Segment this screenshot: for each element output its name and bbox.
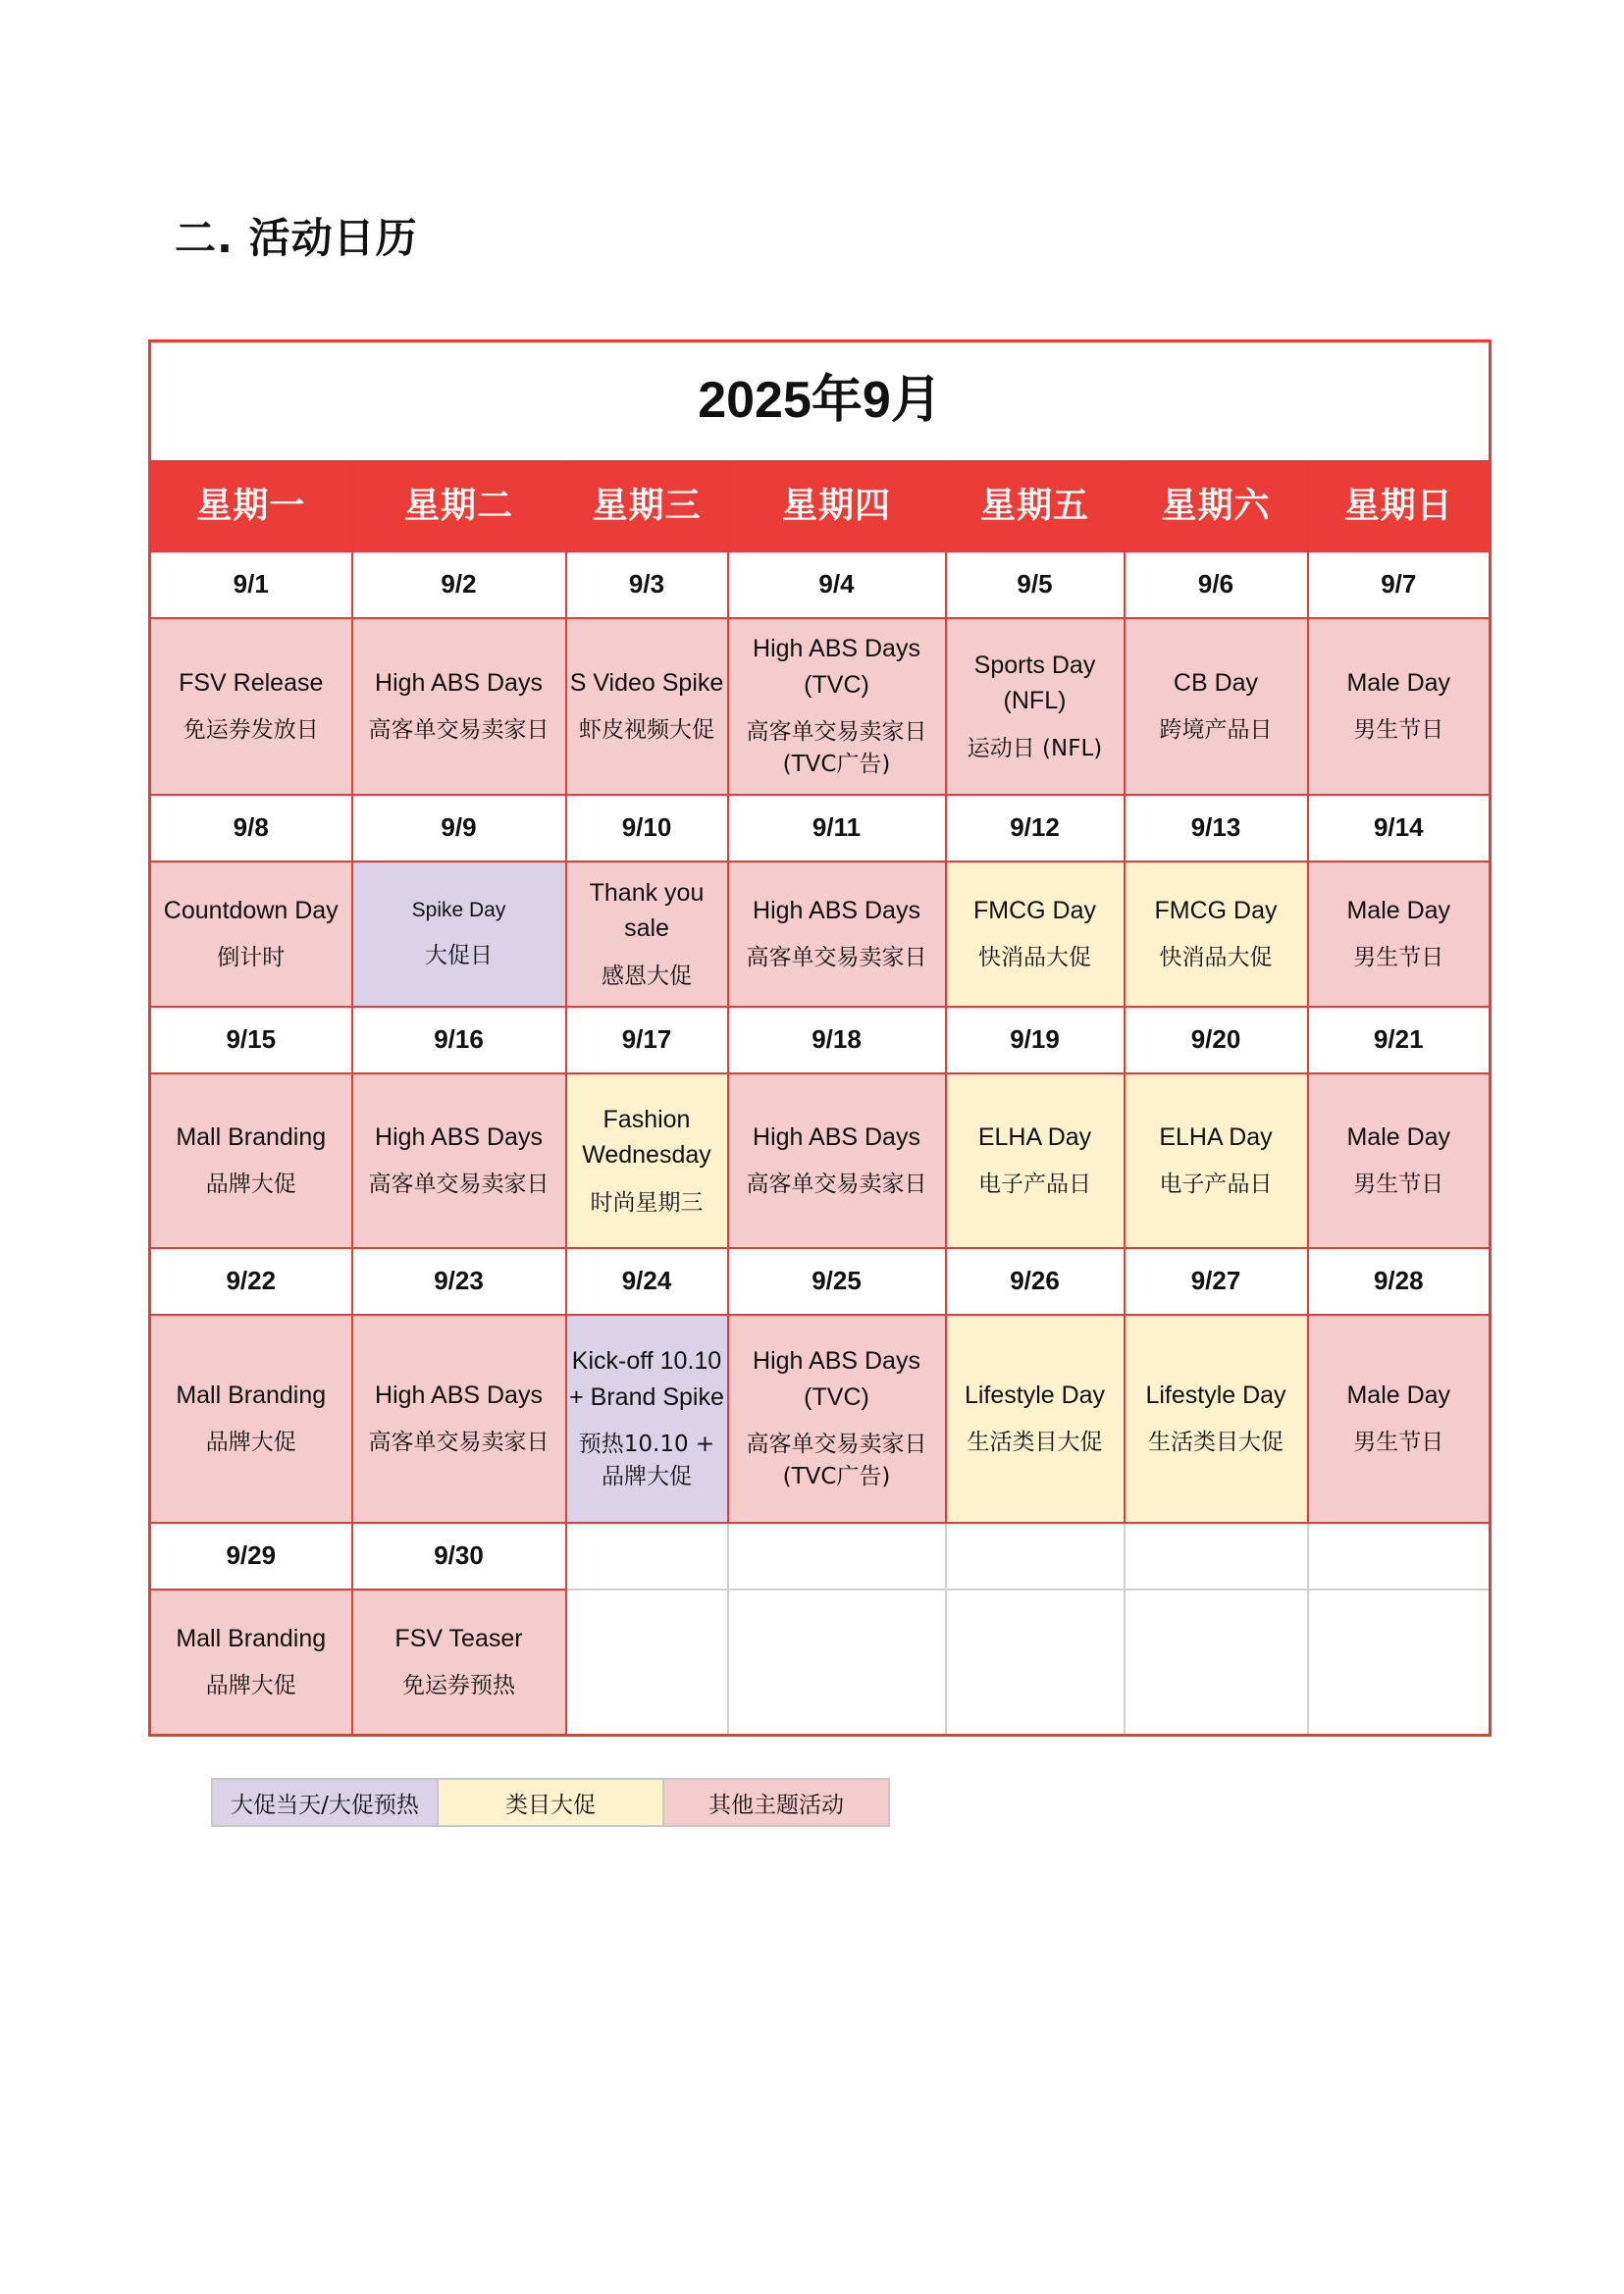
event-title-en: Fashion Wednesday	[582, 1106, 711, 1170]
event-title-en: FMCG Day	[1154, 897, 1278, 925]
event-title-en: High ABS Days	[753, 1123, 920, 1152]
event-title-en: High ABS Days	[753, 897, 920, 925]
date-cell: 9/20	[1125, 1007, 1308, 1073]
event-cell	[150, 1315, 352, 1523]
event-title-en: Countdown Day	[163, 897, 339, 925]
weekday-header: 星期六	[1125, 461, 1308, 551]
event-title-en: Male Day	[1346, 1382, 1451, 1410]
event-row	[150, 861, 1491, 1007]
event-cell	[352, 1073, 566, 1248]
date-cell	[1308, 1523, 1491, 1590]
event-cell	[1308, 1590, 1491, 1736]
date-cell: 9/25	[728, 1248, 946, 1315]
legend-item: 大促当天/大促预热	[213, 1780, 439, 1825]
event-title-en: Male Day	[1346, 897, 1451, 925]
date-cell: 9/1	[150, 551, 352, 618]
event-cell	[352, 618, 566, 795]
legend-item: 类目大促	[439, 1780, 664, 1825]
event-title-cn: 快消品大促	[978, 945, 1091, 971]
section-title: 二. 活动日历	[175, 214, 418, 262]
date-cell: 9/26	[946, 1248, 1125, 1315]
event-title-cn: 倒计时	[217, 945, 286, 971]
event-title-en: Thank you sale	[589, 879, 705, 943]
event-cell	[150, 861, 352, 1007]
date-cell: 9/14	[1308, 795, 1491, 861]
event-cell	[150, 618, 352, 795]
event-title-cn: 高客单交易卖家日	[746, 1172, 927, 1198]
event-title-en: High ABS Days	[375, 669, 543, 698]
event-cell	[150, 1590, 352, 1736]
event-cell	[566, 1590, 728, 1736]
date-cell: 9/24	[566, 1248, 728, 1315]
event-cell	[352, 1590, 566, 1736]
date-cell	[1125, 1523, 1308, 1590]
date-cell: 9/21	[1308, 1007, 1491, 1073]
event-cell	[728, 1073, 946, 1248]
event-cell	[352, 1315, 566, 1523]
weekday-header: 星期日	[1308, 461, 1491, 551]
event-cell	[946, 1073, 1125, 1248]
calendar	[148, 339, 1489, 1737]
date-cell: 9/22	[150, 1248, 352, 1315]
event-title-en: FSV Teaser	[394, 1625, 523, 1653]
event-title-cn: 免运券预热	[402, 1673, 515, 1699]
date-cell: 9/15	[150, 1007, 352, 1073]
event-title-en: High ABS Days (TVC)	[753, 1347, 920, 1411]
date-cell: 9/6	[1125, 551, 1308, 618]
date-row	[150, 1523, 1491, 1590]
date-cell: 9/17	[566, 1007, 728, 1073]
event-cell	[566, 1073, 728, 1248]
event-title-en: Male Day	[1346, 669, 1451, 698]
event-cell	[150, 1073, 352, 1248]
event-title-cn: 时尚星期三	[590, 1189, 704, 1216]
date-cell	[566, 1523, 728, 1590]
event-row	[150, 1315, 1491, 1523]
weekday-header: 星期一	[150, 461, 352, 551]
event-cell	[1125, 618, 1308, 795]
event-title-en: Kick-off 10.10 + Brand Spike	[569, 1347, 724, 1411]
event-cell	[1308, 861, 1491, 1007]
date-cell: 9/9	[352, 795, 566, 861]
event-cell	[566, 618, 728, 795]
event-row	[150, 1590, 1491, 1736]
event-cell	[1308, 1315, 1491, 1523]
event-title-en: Spike Day	[411, 899, 506, 922]
event-title-en: FMCG Day	[973, 897, 1096, 925]
event-title-cn: 高客单交易卖家日 (TVC广告)	[746, 1431, 927, 1490]
event-title-cn: 跨境产品日	[1159, 717, 1273, 744]
event-title-cn: 高客单交易卖家日	[368, 1172, 550, 1198]
date-cell: 9/11	[728, 795, 946, 861]
event-cell	[946, 1590, 1125, 1736]
event-cell	[728, 1590, 946, 1736]
event-row	[150, 618, 1491, 795]
weekday-header: 星期四	[728, 461, 946, 551]
date-cell: 9/28	[1308, 1248, 1491, 1315]
event-cell	[566, 1315, 728, 1523]
weekday-header: 星期三	[566, 461, 728, 551]
date-row	[150, 795, 1491, 861]
date-cell: 9/5	[946, 551, 1125, 618]
weekday-header-row	[150, 461, 1491, 551]
event-title-cn: 高客单交易卖家日	[368, 1430, 550, 1456]
event-cell	[728, 618, 946, 795]
event-title-cn: 品牌大促	[205, 1172, 296, 1198]
date-row	[150, 1248, 1491, 1315]
event-row	[150, 1073, 1491, 1248]
event-cell	[946, 618, 1125, 795]
event-title-cn: 品牌大促	[205, 1673, 296, 1699]
date-cell	[946, 1523, 1125, 1590]
event-title-cn: 电子产品日	[978, 1172, 1091, 1198]
date-cell	[728, 1523, 946, 1590]
event-title-en: High ABS Days	[375, 1123, 543, 1152]
event-title-en: Mall Branding	[176, 1382, 327, 1410]
date-cell: 9/18	[728, 1007, 946, 1073]
event-cell	[946, 1315, 1125, 1523]
event-title-cn: 男生节日	[1353, 717, 1444, 744]
event-title-cn: 大促日	[425, 942, 493, 968]
event-title-cn: 男生节日	[1353, 945, 1444, 971]
date-cell: 9/30	[352, 1523, 566, 1590]
date-cell: 9/16	[352, 1007, 566, 1073]
date-cell: 9/29	[150, 1523, 352, 1590]
legend-item: 其他主题活动	[664, 1780, 888, 1825]
event-title-en: Male Day	[1346, 1123, 1451, 1152]
event-cell	[728, 861, 946, 1007]
event-title-cn: 生活类目大促	[967, 1430, 1103, 1456]
date-cell: 9/2	[352, 551, 566, 618]
month-title: 2025年9月	[150, 341, 1491, 462]
event-cell	[1308, 618, 1491, 795]
date-cell: 9/8	[150, 795, 352, 861]
event-title-en: Mall Branding	[176, 1123, 327, 1152]
event-title-en: FSV Release	[179, 669, 324, 698]
event-title-cn: 高客单交易卖家日	[368, 717, 550, 744]
weekday-header: 星期二	[352, 461, 566, 551]
event-title-en: ELHA Day	[1159, 1123, 1273, 1152]
event-title-en: Sports Day (NFL)	[973, 652, 1096, 715]
event-cell	[566, 861, 728, 1007]
calendar-table	[148, 339, 1492, 1737]
date-cell: 9/7	[1308, 551, 1491, 618]
date-cell: 9/3	[566, 551, 728, 618]
date-cell: 9/13	[1125, 795, 1308, 861]
event-title-en: Lifestyle Day	[964, 1382, 1106, 1410]
event-title-cn: 高客单交易卖家日 (TVC广告)	[746, 718, 927, 778]
event-title-cn: 品牌大促	[205, 1430, 296, 1456]
date-row	[150, 1007, 1491, 1073]
event-title-cn: 生活类目大促	[1148, 1430, 1283, 1456]
event-title-cn: 感恩大促	[602, 963, 692, 989]
date-cell: 9/19	[946, 1007, 1125, 1073]
date-cell: 9/10	[566, 795, 728, 861]
event-cell	[352, 861, 566, 1007]
event-title-en: High ABS Days	[375, 1382, 543, 1410]
event-cell	[1125, 1315, 1308, 1523]
event-cell	[1125, 1073, 1308, 1248]
date-cell: 9/12	[946, 795, 1125, 861]
event-title-cn: 虾皮视频大促	[579, 717, 714, 744]
date-row	[150, 551, 1491, 618]
event-cell	[946, 861, 1125, 1007]
date-cell: 9/4	[728, 551, 946, 618]
event-title-cn: 运动日 (NFL)	[967, 735, 1103, 761]
event-cell	[1125, 1590, 1308, 1736]
event-title-en: Lifestyle Day	[1145, 1382, 1286, 1410]
event-cell	[1125, 861, 1308, 1007]
date-cell: 9/23	[352, 1248, 566, 1315]
event-title-en: S Video Spike	[569, 669, 724, 698]
legend	[211, 1778, 890, 1827]
event-cell	[728, 1315, 946, 1523]
event-title-cn: 电子产品日	[1159, 1172, 1273, 1198]
event-title-cn: 高客单交易卖家日	[746, 945, 927, 971]
event-title-cn: 快消品大促	[1159, 945, 1273, 971]
event-title-cn: 预热10.10 + 品牌大促	[578, 1431, 715, 1490]
date-cell: 9/27	[1125, 1248, 1308, 1315]
event-cell	[1308, 1073, 1491, 1248]
event-title-en: CB Day	[1173, 669, 1259, 698]
event-title-en: High ABS Days (TVC)	[753, 635, 920, 699]
event-title-cn: 免运券发放日	[183, 717, 319, 744]
event-title-cn: 男生节日	[1353, 1172, 1444, 1198]
weekday-header: 星期五	[946, 461, 1125, 551]
event-title-en: ELHA Day	[977, 1123, 1092, 1152]
event-title-en: Mall Branding	[176, 1625, 327, 1653]
event-title-cn: 男生节日	[1353, 1430, 1444, 1456]
